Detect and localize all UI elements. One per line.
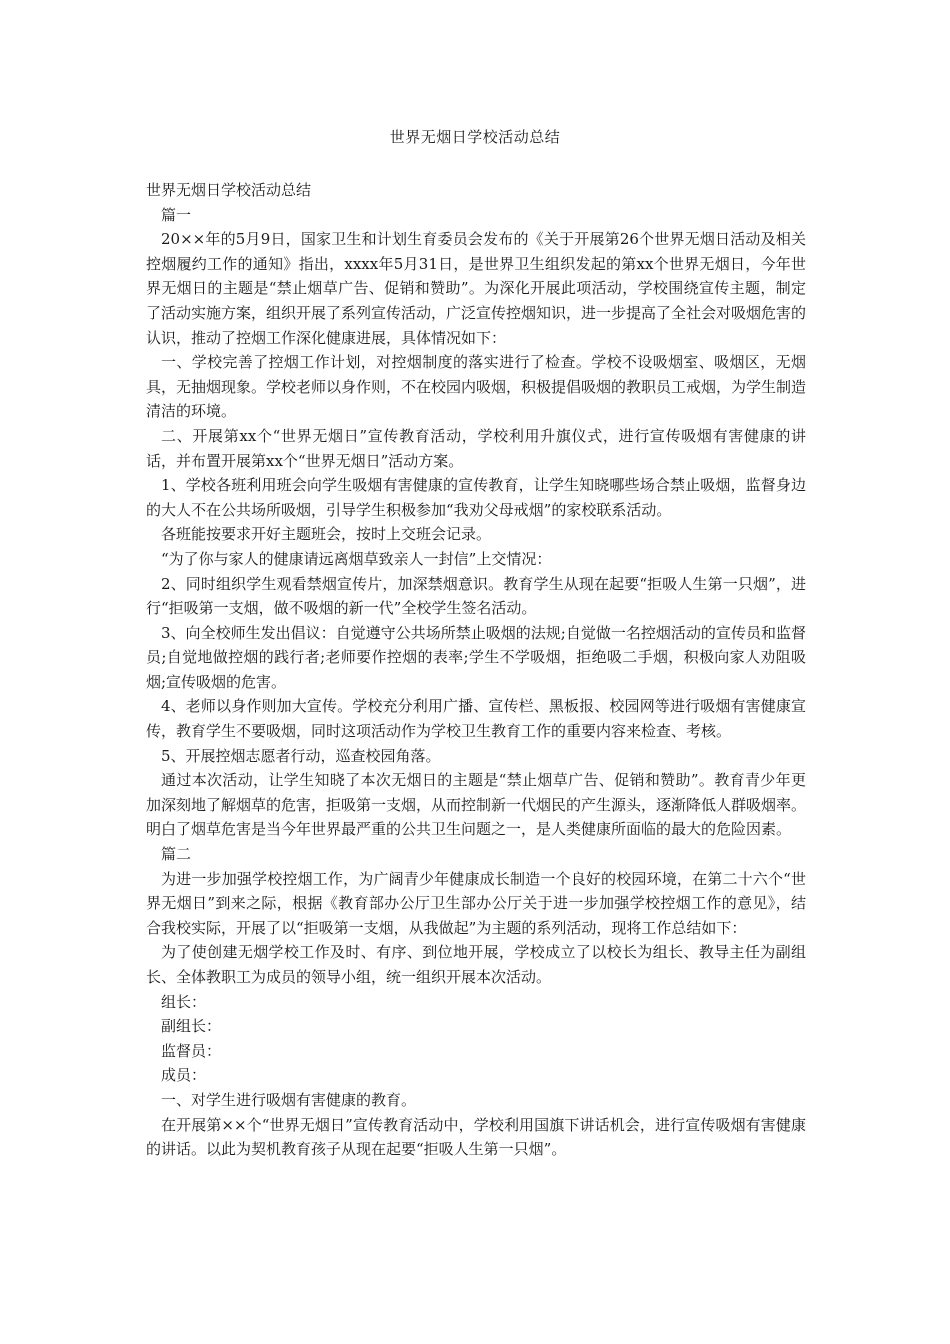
paragraph: 为进一步加强学校控烟工作，为广阔青少年健康成长制造一个良好的校园环境，在第二十六个“世界无烟日”到来之际，根据《教育部办公厅卫生部办公厅关于进一步加强学校控烟工作的意见》，结合我校实际，开展了以“拒吸第一支烟，从我做起”为主题的系列活动，现将工作总结如下： — [146, 869, 806, 937]
document-title: 世界无烟日学校活动总结 — [389, 128, 561, 146]
paragraph: 二、开展第xx个“世界无烟日”宣传教育活动，学校利用升旗仪式，进行宣传吸烟有害健康的讲话，并布置开展第xx个“世界无烟日”活动方案。 — [146, 426, 806, 470]
document-subtitle: 世界无烟日学校活动总结 — [146, 181, 312, 199]
paragraph: 1、学校各班利用班会向学生吸烟有害健康的宣传教育，让学生知晓哪些场合禁止吸烟，监督身边的大人不在公共场所吸烟，引导学生积极参加“我劝父母戒烟”的家校联系活动。 — [146, 476, 806, 519]
paragraph: 3、向全校师生发出倡议：自觉遵守公共场所禁止吸烟的法规;自觉做一名控烟活动的宣传员和监督员;自觉地做控烟的践行者;老师要作控烟的表率;学生不学吸烟，拒绝吸二手烟，积极向家人劝阻吸烟;宣传吸烟的危害。 — [146, 623, 806, 691]
paragraph: 2、同时组织学生观看禁烟宣传片，加深禁烟意识。教育学生从现在起要“拒吸人生第一只烟”，进行“拒吸第一支烟，做不吸烟的新一代”全校学生签名活动。 — [146, 574, 806, 618]
paragraph: 监督员： — [161, 1041, 222, 1060]
section-heading: 篇二 — [161, 845, 192, 864]
paragraph: 4、老师以身作则加大宣传。学校充分利用广播、宣传栏、黑板报、校园网等进行吸烟有害健康宣传，教育学生不要吸烟，同时这项活动作为学校卫生教育工作的重要内容来检查、考核。 — [146, 697, 806, 741]
document-body — [146, 178, 806, 1162]
paragraph: 成员： — [161, 1066, 207, 1085]
paragraph: 为了使创建无烟学校工作及时、有序、到位地开展，学校成立了以校长为组长、教导主任为副组长、全体教职工为成员的领导小组，统一组织开展本次活动。 — [146, 943, 806, 986]
paragraph: 5、开展控烟志愿者行动，巡查校园角落。 — [161, 746, 441, 765]
paragraph: 20××年的5月9日，国家卫生和计划生育委员会发布的《关于开展第26个世界无烟日活动及相关控烟履约工作的通知》指出，xxxx年5月31日，是世界卫生组织发起的第xx个世界无烟日，今年世界无烟日的主题是“禁止烟草广告、促销和赞助”。为深化开展此项活动，学校围绕宣传主题，制定了活动实施方案，组织开展了系列宣传活动，广泛宣传控烟知识，进一步提高了全社会对吸烟危害的认识，推动了控烟工作深化健康进展，具体情况如下： — [146, 230, 807, 347]
paragraph: 一、学校完善了控烟工作计划，对控烟制度的落实进行了检查。学校不设吸烟室、吸烟区，无烟具，无抽烟现象。学校老师以身作则，不在校园内吸烟，积极提倡吸烟的教职员工戒烟，为学生制造清洁的环境。 — [146, 353, 807, 421]
paragraph: 通过本次活动，让学生知晓了本次无烟日的主题是“禁止烟草广告、促销和赞助”。教育青少年更加深刻地了解烟草的危害，拒吸第一支烟，从而控制新一代烟民的产生源头，逐渐降低人群吸烟率。明白了烟草危害是当今年世界最严重的公共卫生问题之一，是人类健康所面临的最大的危险因素。 — [146, 771, 807, 839]
paragraph: 组长： — [161, 992, 207, 1011]
paragraph: 在开展第××个“世界无烟日”宣传教育活动中，学校利用国旗下讲话机会，进行宣传吸烟有害健康的讲话。以此为契机教育孩子从现在起要“拒吸人生第一只烟”。 — [146, 1115, 806, 1159]
paragraph: 副组长： — [161, 1017, 222, 1036]
section-heading: 篇一 — [161, 205, 192, 224]
paragraph: 各班能按要求开好主题班会，按时上交班会记录。 — [161, 525, 492, 544]
paragraph: 一、对学生进行吸烟有害健康的教育。 — [161, 1090, 417, 1109]
paragraph: “为了你与家人的健康请远离烟草致亲人一封信”上交情况： — [161, 549, 552, 568]
